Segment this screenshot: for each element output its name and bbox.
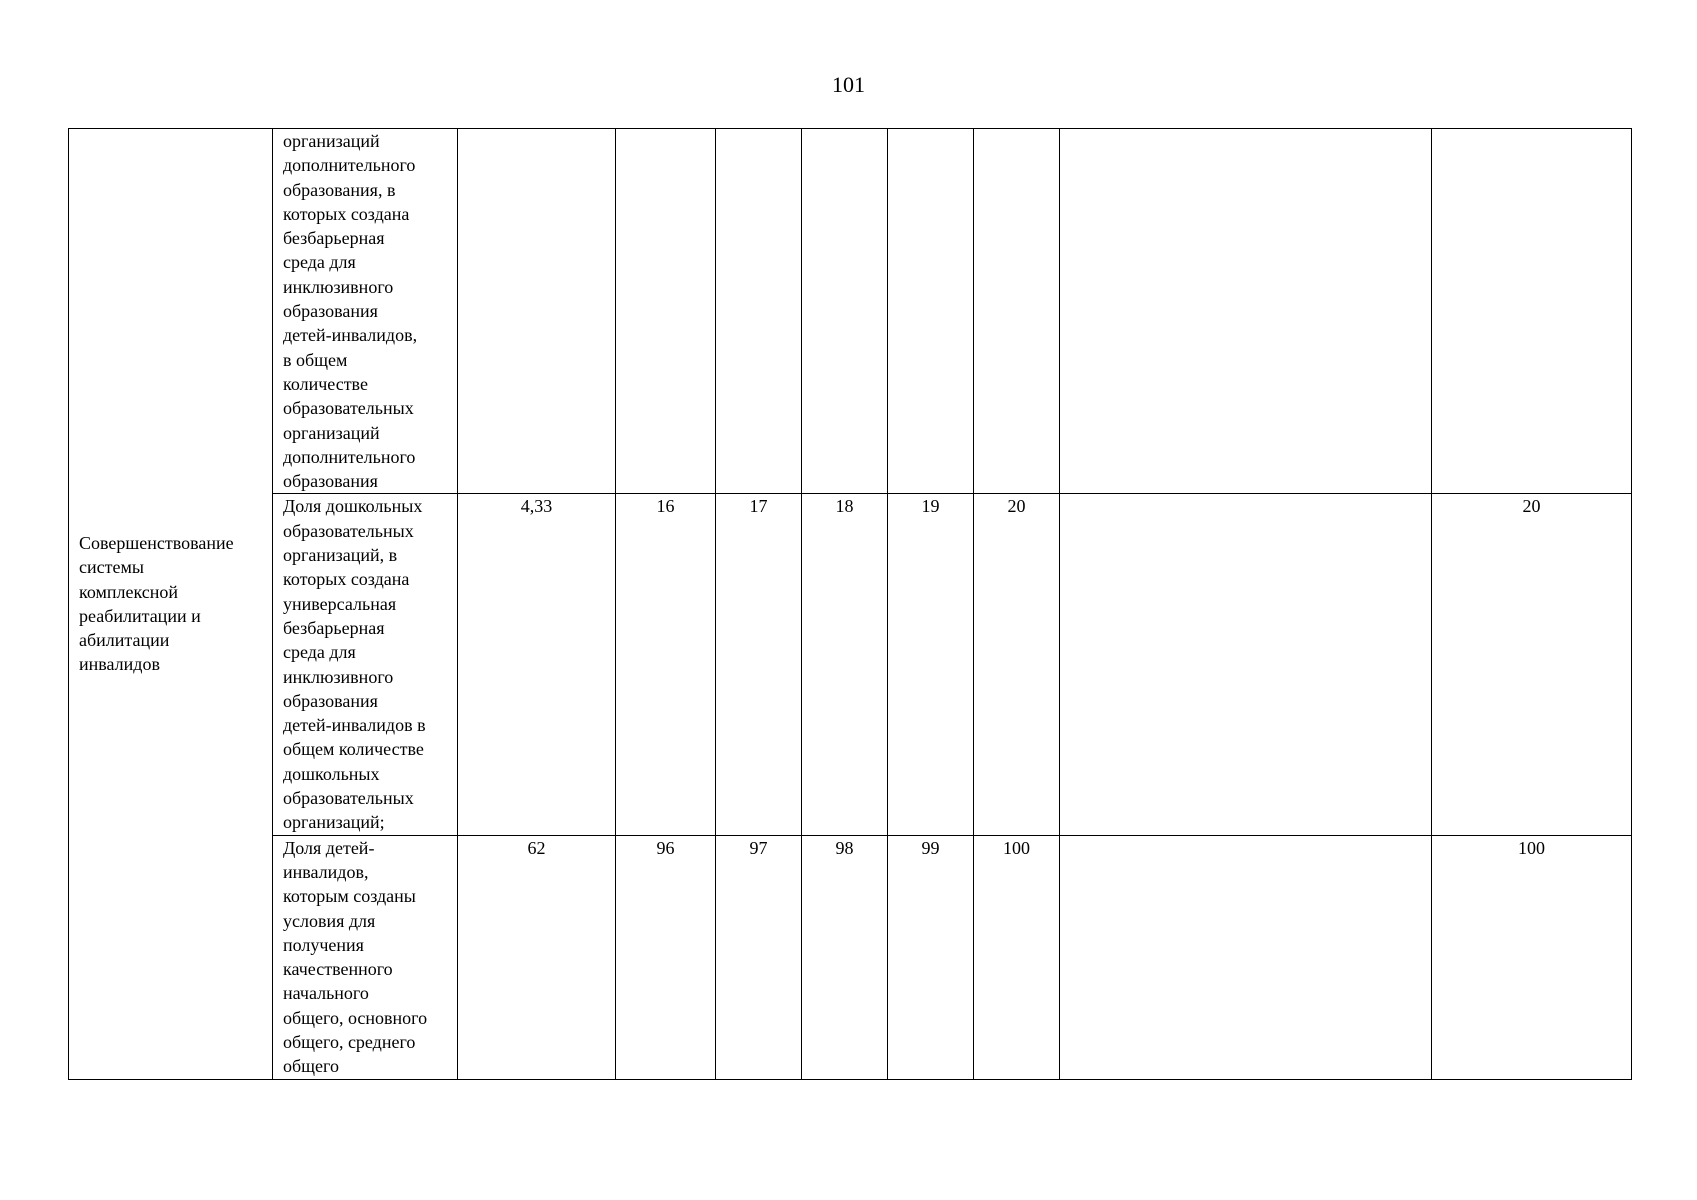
page-number: 101 — [832, 72, 865, 97]
year-3-value-cell: 98 — [802, 835, 888, 1079]
year-1-value-cell — [616, 129, 716, 494]
indicator-cell — [273, 494, 458, 835]
base-value-cell: 4,33 — [458, 494, 616, 835]
final-value-cell: 20 — [1432, 494, 1632, 835]
year-5-value-cell — [974, 129, 1060, 494]
year-3-value-cell — [802, 129, 888, 494]
year-2-value-cell: 97 — [716, 835, 802, 1079]
indicator-text: Доля дошкольных образовательных организаций, в которых создана универсальная безбарьерная среда для инклюзивного образования детей-инвалидов в общем количестве дошкольных образовательных организаций; — [283, 496, 426, 833]
year-3-value-cell: 18 — [802, 494, 888, 835]
indicators-table — [68, 128, 1632, 1080]
year-4-value-cell: 19 — [888, 494, 974, 835]
final-value-cell: 100 — [1432, 835, 1632, 1079]
year-1-value-cell: 16 — [616, 494, 716, 835]
year-1-value-cell: 96 — [616, 835, 716, 1079]
base-value-cell: 62 — [458, 835, 616, 1079]
final-value-cell — [1432, 129, 1632, 494]
note-cell — [1060, 494, 1432, 835]
indicator-text: Доля детей- инвалидов, которым созданы условия для получения качественного начального общего, основного общего, среднего общего — [283, 837, 428, 1077]
year-2-value-cell — [716, 129, 802, 494]
note-cell — [1060, 835, 1432, 1079]
goal-text: Совершенствование системы комплексной реабилитации и абилитации инвалидов — [79, 532, 234, 675]
note-cell — [1060, 129, 1432, 494]
year-4-value-cell — [888, 129, 974, 494]
indicator-cell — [273, 129, 458, 494]
base-value-cell — [458, 129, 616, 494]
table-row — [69, 129, 1632, 494]
year-5-value-cell: 20 — [974, 494, 1060, 835]
goal-cell — [69, 129, 273, 1080]
indicator-cell — [273, 835, 458, 1079]
table-row — [69, 835, 1632, 1079]
indicator-text: организаций дополнительного образования, в которых создана безбарьерная среда для инклюзивного образования детей-инвалидов, в общем количестве образовательных организаций дополнительного образования — [283, 131, 418, 492]
year-4-value-cell: 99 — [888, 835, 974, 1079]
year-2-value-cell: 17 — [716, 494, 802, 835]
table-row — [69, 494, 1632, 835]
year-5-value-cell: 100 — [974, 835, 1060, 1079]
